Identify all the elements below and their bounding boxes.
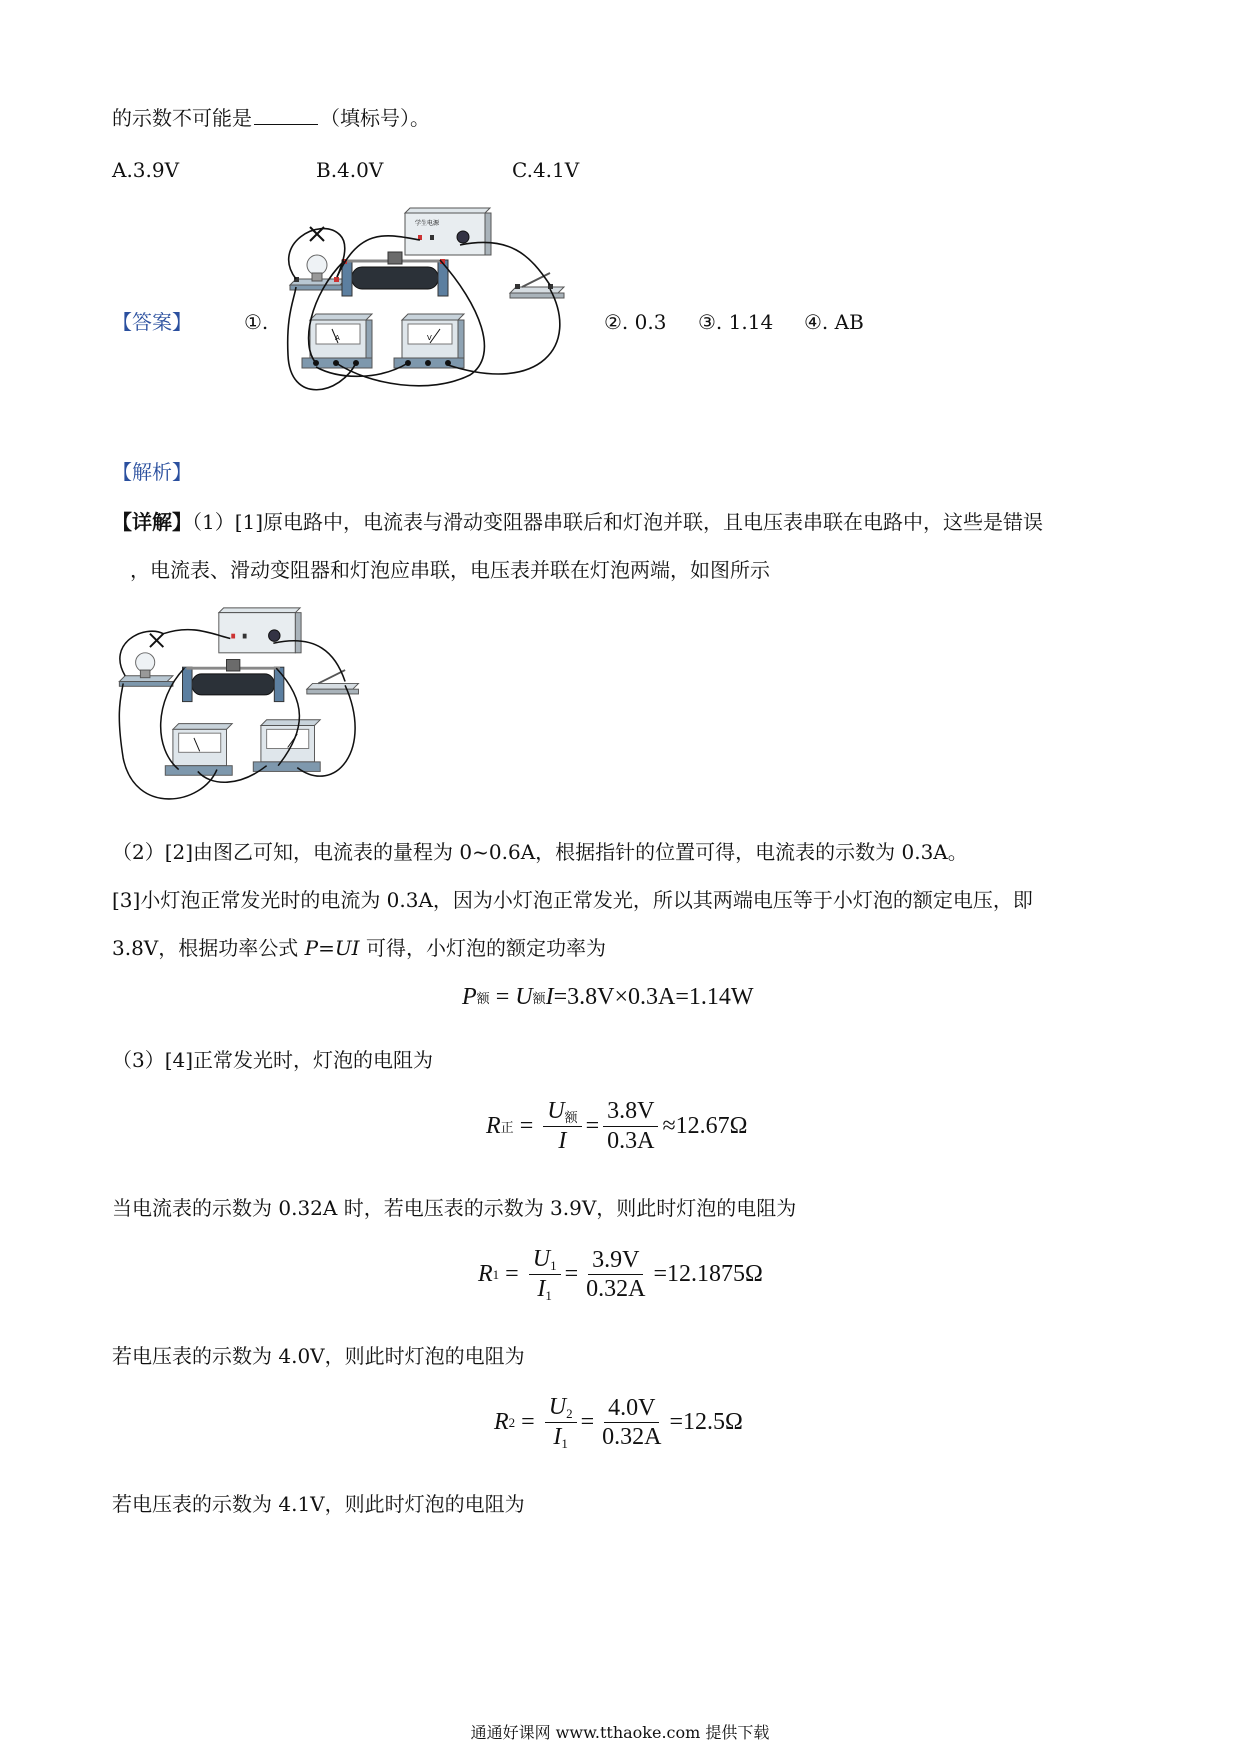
eq-rn-frac2 xyxy=(603,1098,658,1154)
eq-r2-frac1 xyxy=(545,1394,577,1452)
power-supply-label: 学生电源 xyxy=(415,220,440,227)
eq-power-rhs: =3.8V×0.3A=1.14W xyxy=(553,984,754,1010)
analysis-p1b: ，电流表、滑动变阻器和灯泡应串联，电压表并联在灯泡两端，如图所示 xyxy=(130,558,770,582)
eq-r1-den1-sub: 1 xyxy=(545,1288,552,1304)
answer-part-2: ②. 0.3 xyxy=(604,310,667,334)
question-tail-end: （填标号）。 xyxy=(320,106,430,130)
answer-label: 【答案】 xyxy=(112,310,192,334)
equation-power: P 额 = U 额 I =3.8V×0.3A=1.14W xyxy=(462,984,754,1010)
ammeter-label: A xyxy=(335,334,340,342)
analysis-p7: 若电压表的示数为 4.1V，则此时灯泡的电阻为 xyxy=(112,1492,525,1516)
answer-part-4: ④. AB xyxy=(804,310,864,334)
analysis-p1a xyxy=(112,510,1043,534)
eq-r2-num1-sub: 2 xyxy=(566,1406,573,1421)
eq-r2-lhs-sub: 2 xyxy=(508,1414,516,1430)
eq-r2-den1-sub: 1 xyxy=(561,1436,568,1452)
eq-rn-num1: U xyxy=(547,1098,565,1124)
voltmeter-label: V xyxy=(427,334,432,342)
eq-r1-frac1 xyxy=(529,1246,561,1304)
analysis-p6: 若电压表的示数为 4.0V，则此时灯泡的电阻为 xyxy=(112,1344,525,1368)
eq-r2-den2: 0.32A xyxy=(602,1424,662,1451)
power-supply-2 xyxy=(219,608,301,653)
analysis-p5: 当电流表的示数为 0.32A 时，若电压表的示数为 3.9V，则此时灯泡的电阻为 xyxy=(112,1196,797,1220)
eq-r2-den1: I xyxy=(553,1424,562,1451)
eq-r2-num1: U xyxy=(548,1394,567,1420)
eq-r2-lhs: R xyxy=(494,1409,509,1436)
cross-mark-2 xyxy=(150,634,163,647)
rheostat xyxy=(342,252,448,296)
eq-r1-den2: 0.32A xyxy=(586,1276,646,1303)
eq-r1-rhs: =12.1875Ω xyxy=(653,1261,763,1288)
bulb-2 xyxy=(119,653,173,686)
analysis-p1a-text: （1）[1]原电路中，电流表与滑动变阻器串联后和灯泡并联，且电压表串联在电路中，这些是错误 xyxy=(192,510,1044,534)
answer-part-1: ①. xyxy=(244,310,269,334)
voltmeter-2 xyxy=(253,720,320,772)
eq-r1-num1: U xyxy=(532,1246,551,1272)
eq-r2-num2: 4.0V xyxy=(604,1395,659,1423)
footer: 通通好课网 www.tthaoke.com 提供下载 xyxy=(470,1723,770,1742)
eq-power-lhs: P xyxy=(462,984,477,1010)
eq-r1-lhs: R xyxy=(478,1261,493,1288)
eq-rn-lhs: R xyxy=(486,1112,501,1139)
equation-r-normal: R 正 = $\frac{U_额}{I}$ = $\frac{3.8V}{0.3A}$ ≈12.67Ω xyxy=(486,1098,748,1155)
eq-r1-lhs-sub: 1 xyxy=(492,1266,500,1282)
eq-rn-num2: 3.8V xyxy=(603,1098,658,1126)
power-formula-inline: P=UI xyxy=(304,936,360,960)
eq-r1-frac2 xyxy=(582,1247,649,1303)
option-c: C.4.1V xyxy=(512,158,580,182)
rheostat-2 xyxy=(182,660,283,702)
eq-r2-rhs: =12.5Ω xyxy=(669,1409,743,1436)
p3b-post: 可得，小灯泡的额定功率为 xyxy=(359,936,606,960)
answer-blank xyxy=(254,106,318,125)
switch-2 xyxy=(307,670,359,694)
analysis-label: 【解析】 xyxy=(112,460,192,484)
wires-2 xyxy=(119,630,355,799)
p3b-pre: 3.8V，根据功率公式 xyxy=(112,936,305,960)
circuit-diagram-corrected xyxy=(114,605,404,825)
option-b: B.4.0V xyxy=(316,158,384,182)
switch xyxy=(510,273,564,298)
analysis-p3a: [3]小灯泡正常发光时的电流为 0.3A，因为小灯泡正常发光，所以其两端电压等于小灯泡的额定电压，即 xyxy=(112,888,1033,912)
eq-r1-num1-sub: 1 xyxy=(550,1258,557,1273)
option-a: A.3.9V xyxy=(112,158,180,182)
eq-rn-frac1 xyxy=(543,1098,581,1155)
question-tail-text: 的示数不可能是 xyxy=(112,106,252,130)
eq-power-lhs-sub: 额 xyxy=(476,991,490,1006)
ammeter-2 xyxy=(165,724,232,776)
eq-r2-frac2 xyxy=(598,1395,665,1451)
eq-r1-num2: 3.9V xyxy=(588,1247,643,1275)
answer-part-3: ③. 1.14 xyxy=(698,310,774,334)
circuit-diagram-answer xyxy=(280,205,580,435)
power-supply xyxy=(405,208,491,255)
eq-rn-lhs-sub: 正 xyxy=(500,1119,514,1135)
analysis-p2: （2）[2]由图乙可知，电流表的量程为 0~0.6A，根据指针的位置可得，电流表的示数为 0.3A。 xyxy=(112,840,968,864)
eq-r1-den1: I xyxy=(537,1276,546,1303)
eq-rn-rhs: ≈12.67Ω xyxy=(662,1112,748,1139)
eq-power-u-sub: 额 xyxy=(532,991,546,1006)
equation-r2: R 2 = $\frac{U_2}{I_1}$ = $\frac{4.0V}{0.32A}$ =12.5Ω xyxy=(494,1394,743,1452)
eq-rn-den2: 0.3A xyxy=(607,1127,655,1154)
eq-rn-den1: I xyxy=(558,1128,567,1155)
eq-rn-num1-sub: 额 xyxy=(564,1110,578,1125)
voltmeter xyxy=(394,314,464,368)
eq-power-i: I xyxy=(545,984,554,1010)
analysis-p3b xyxy=(112,936,606,960)
eq-power-u: U xyxy=(515,984,533,1010)
question-tail xyxy=(112,106,430,130)
ammeter xyxy=(302,314,372,368)
detail-label: 【详解】 xyxy=(112,510,192,534)
bulb xyxy=(290,255,346,290)
equation-r1: R 1 = $\frac{U_1}{I_1}$ = $\frac{3.9V}{0.32A}$ =12.1875Ω xyxy=(478,1246,763,1304)
analysis-p4: （3）[4]正常发光时，灯泡的电阻为 xyxy=(112,1048,434,1072)
